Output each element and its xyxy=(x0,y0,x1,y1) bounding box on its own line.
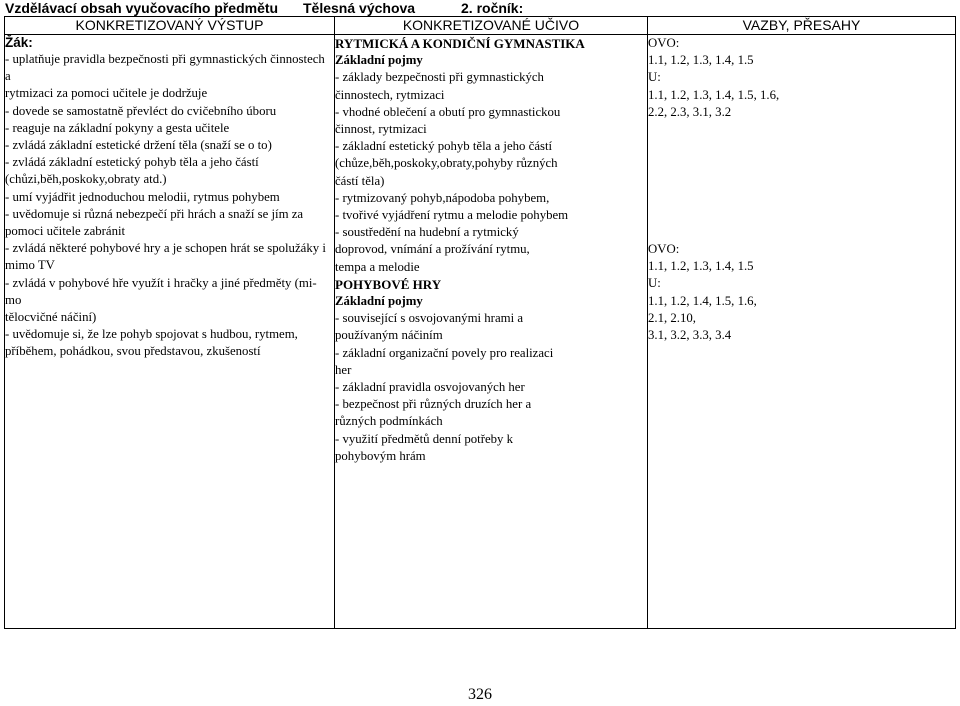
link-ref: 3.1, 3.2, 3.3, 3.4 xyxy=(648,328,732,343)
list-item: tělocvičné náčiní) xyxy=(5,310,97,325)
section-title-gymnastics: RYTMICKÁ A KONDIČNÍ GYMNASTIKA xyxy=(335,36,585,51)
list-item: - využití předmětů denní potřeby k xyxy=(335,431,514,446)
subject-title: Vzdělávací obsah vyučovacího předmětu xyxy=(5,0,279,16)
list-item: - základní pravidla osvojovaných her xyxy=(335,380,525,395)
list-item: her xyxy=(335,362,352,377)
list-item: - zvládá základní estetické držení těla (snaží se o to) xyxy=(5,138,272,153)
link-ref: OVO: xyxy=(648,242,680,257)
section-title-games: POHYBOVÉ HRY xyxy=(335,276,442,292)
list-item: - zvládá v pohybové hře využít i hračky a jiné předměty (mi- xyxy=(5,275,317,290)
outputs-cell xyxy=(5,35,335,629)
links-block-gymnastics xyxy=(648,35,955,121)
list-item: mo xyxy=(5,292,22,307)
list-item: příběhem, pohádkou, svou představou, zkušeností xyxy=(5,344,261,359)
pupil-heading: Žák: xyxy=(5,35,33,50)
page-header xyxy=(5,0,523,17)
list-item: částí těla) xyxy=(335,173,385,188)
list-item: tempa a melodie xyxy=(335,259,420,274)
section-subtitle-games: Základní pojmy xyxy=(335,294,423,309)
page-number: 326 xyxy=(468,686,492,703)
list-item: rytmizaci za pomoci učitele je dodržuje xyxy=(5,86,208,101)
list-item: - reaguje na základní pokyny a gesta učitele xyxy=(5,120,230,135)
list-item: doprovod, vnímání a prožívání rytmu, xyxy=(335,242,530,257)
link-ref: 1.1, 1.2, 1.3, 1.4, 1.5 xyxy=(648,53,754,68)
section-subtitle-gymnastics: Základní pojmy xyxy=(335,53,423,68)
list-item: - tvořivé vyjádření rytmu a melodie pohybem xyxy=(335,208,569,223)
list-item: činnost, rytmizaci xyxy=(335,122,427,137)
link-ref: 1.1, 1.2, 1.4, 1.5, 1.6, xyxy=(648,293,757,308)
list-item: - základní organizační povely pro realizaci xyxy=(335,345,554,360)
list-item: pomoci učitele zabránit xyxy=(5,224,126,239)
list-item: činnostech, rytmizaci xyxy=(335,87,445,102)
list-item: používaným náčiním xyxy=(335,328,443,343)
column-header-curriculum: KONKRETIZOVANÉ UČIVO xyxy=(335,17,648,35)
table-row xyxy=(5,35,956,629)
list-item: různých podmínkách xyxy=(335,414,443,429)
outputs-list xyxy=(5,51,334,361)
links-block-games xyxy=(648,241,955,344)
games-list xyxy=(335,310,647,465)
list-item: - dovede se samostatně převléct do cvičebního úboru xyxy=(5,103,277,118)
column-header-outputs: KONKRETIZOVANÝ VÝSTUP xyxy=(5,17,335,35)
list-item: mimo TV xyxy=(5,258,55,273)
grade-label: 2. ročník: xyxy=(461,0,524,16)
links-cell xyxy=(648,35,956,629)
link-ref: U: xyxy=(648,70,661,85)
list-item: - rytmizovaný pohyb,nápodoba pohybem, xyxy=(335,190,550,205)
list-item: - soustředění na hudební a rytmický xyxy=(335,225,519,240)
list-item: - základy bezpečnosti při gymnastických xyxy=(335,70,544,85)
link-ref: 1.1, 1.2, 1.3, 1.4, 1.5 xyxy=(648,259,754,274)
gymnastics-list xyxy=(335,69,647,275)
link-ref: 2.1, 2.10, xyxy=(648,310,696,325)
curriculum-table xyxy=(4,16,956,629)
list-item: - zvládá některé pohybové hry a je schopen hrát se spolužáky i xyxy=(5,241,326,256)
list-item: pohybovým hrám xyxy=(335,448,426,463)
link-ref: 2.2, 2.3, 3.1, 3.2 xyxy=(648,104,732,119)
list-item: - základní estetický pohyb těla a jeho částí xyxy=(335,139,553,154)
list-item: - související s osvojovanými hrami a xyxy=(335,311,524,326)
subject-name: Tělesná výchova xyxy=(303,0,416,16)
table-header-row xyxy=(5,17,956,35)
link-ref: 1.1, 1.2, 1.3, 1.4, 1.5, 1.6, xyxy=(648,87,780,102)
curriculum-cell xyxy=(335,35,648,629)
list-item: - umí vyjádřit jednoduchou melodii, rytmus pohybem xyxy=(5,189,280,204)
list-item: (chůzi,běh,poskoky,obraty atd.) xyxy=(5,172,167,187)
link-ref: OVO: xyxy=(648,36,680,50)
list-item: - zvládá základní estetický pohyb těla a jeho částí xyxy=(5,155,259,170)
list-item: - uvědomuje si, že lze pohyb spojovat s hudbou, rytmem, xyxy=(5,327,298,342)
list-item: - bezpečnost při různých druzích her a xyxy=(335,397,532,412)
list-item: (chůze,běh,poskoky,obraty,pohyby různých xyxy=(335,156,558,171)
list-item: - vhodné oblečení a obutí pro gymnastickou xyxy=(335,104,561,119)
column-header-links: VAZBY, PŘESAHY xyxy=(648,17,956,35)
link-ref: U: xyxy=(648,276,661,291)
list-item: - uvědomuje si různá nebezpečí při hrách a snaží se jím za xyxy=(5,206,304,221)
list-item: - uplatňuje pravidla bezpečnosti při gymnastických činnostech xyxy=(5,52,325,66)
list-item: a xyxy=(5,69,11,84)
